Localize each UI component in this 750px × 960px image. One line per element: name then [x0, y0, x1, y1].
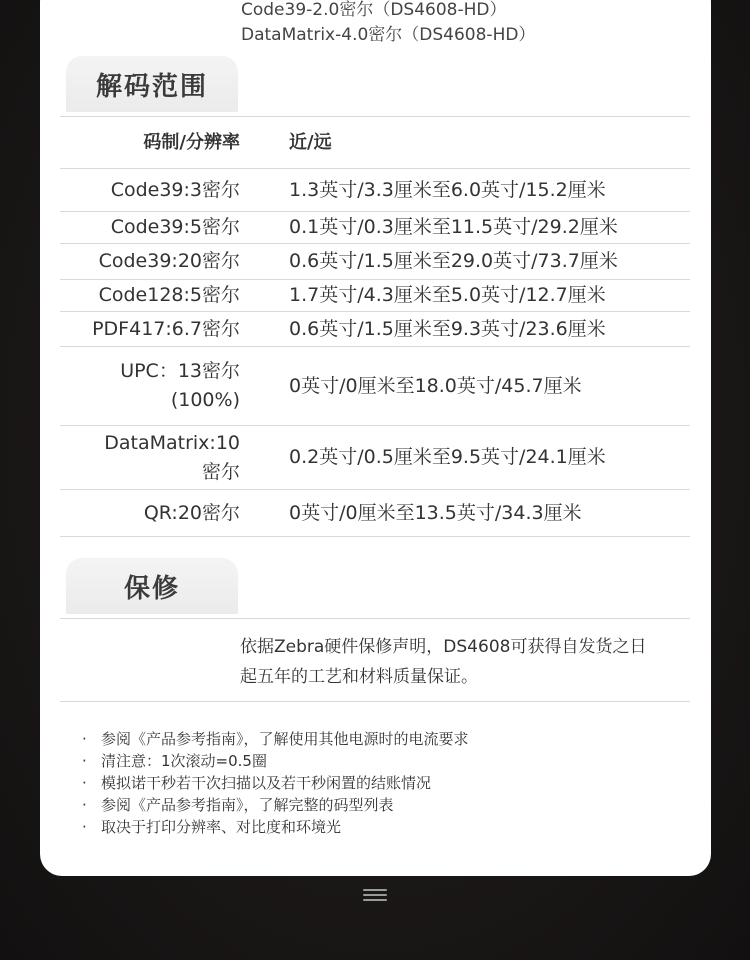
bullet-icon: ·: [82, 774, 87, 792]
spec-card: [40, 0, 711, 876]
row-code: DataMatrix:10 密尔: [104, 431, 240, 483]
table-header-row: [60, 117, 690, 169]
warranty-line-1: 依据Zebra硬件保修声明，DS4608可获得自发货之日: [240, 637, 647, 657]
row-code: Code39:5密尔: [110, 216, 240, 238]
row-range: 0.6英寸/1.5厘米至29.0英寸/73.7厘米: [289, 250, 618, 272]
table-row: [60, 169, 690, 212]
table-row: [60, 280, 690, 312]
table-row: [60, 212, 690, 244]
row-code: UPC：13密尔 (100%): [120, 360, 240, 411]
warranty-title: 保修: [66, 558, 238, 614]
row-code: QR:20密尔: [143, 501, 240, 524]
row-range: 0.6英寸/1.5厘米至9.3英寸/23.6厘米: [289, 317, 606, 340]
intro-line-2: DataMatrix-4.0密尔（DS4608-HD）: [241, 25, 536, 45]
section-divider: [60, 701, 690, 702]
warranty-text: [240, 632, 680, 692]
section-divider: [60, 618, 690, 619]
bullet-icon: ·: [82, 730, 87, 748]
row-code: Code128:5密尔: [98, 284, 240, 306]
list-item: · 参阅《产品参考指南》，了解使用其他电源时的电流要求: [82, 730, 469, 748]
table-row: [60, 347, 690, 426]
row-range: 0英寸/0厘米至18.0英寸/45.7厘米: [289, 374, 582, 397]
row-range: 0.2英寸/0.5厘米至9.5英寸/24.1厘米: [289, 446, 606, 468]
intro-line-1: Code39-2.0密尔（DS4608-HD）: [241, 0, 507, 20]
row-code: Code39:20密尔: [98, 250, 240, 272]
intro-lines: [241, 0, 535, 48]
row-range: 0.1英寸/0.3厘米至11.5英寸/29.2厘米: [289, 216, 618, 238]
list-item: · 清注意：1次滚动=0.5圈: [82, 752, 267, 770]
bullet-icon: ·: [82, 796, 87, 814]
row-code: PDF417:6.7密尔: [92, 317, 240, 340]
decode-range-title: 解码范围: [66, 56, 238, 112]
list-item: · 取决于打印分辨率、对比度和环境光: [82, 818, 342, 836]
bullet-icon: ·: [82, 752, 87, 770]
header-code: 码制/分辨率: [143, 132, 240, 153]
row-range: 1.3英寸/3.3厘米至6.0英寸/15.2厘米: [289, 178, 606, 201]
header-range: 近/远: [289, 132, 332, 153]
notes-list: [82, 728, 469, 838]
list-item: · 模拟诺干秒若干次扫描以及若干秒闲置的结账情况: [82, 774, 432, 792]
table-row: [60, 244, 690, 280]
table-row: [60, 312, 690, 347]
warranty-line-2: 起五年的工艺和材料质量保证。: [240, 667, 478, 687]
hamburger-menu-icon[interactable]: [363, 889, 387, 905]
row-range: 0英寸/0厘米至13.5英寸/34.3厘米: [289, 501, 582, 524]
list-item: · 参阅《产品参考指南》，了解完整的码型列表: [82, 796, 394, 814]
bullet-icon: ·: [82, 818, 87, 836]
table-row: [60, 490, 690, 537]
row-code: Code39:3密尔: [110, 178, 240, 201]
table-row: [60, 426, 690, 490]
row-range: 1.7英寸/4.3厘米至5.0英寸/12.7厘米: [289, 284, 606, 306]
